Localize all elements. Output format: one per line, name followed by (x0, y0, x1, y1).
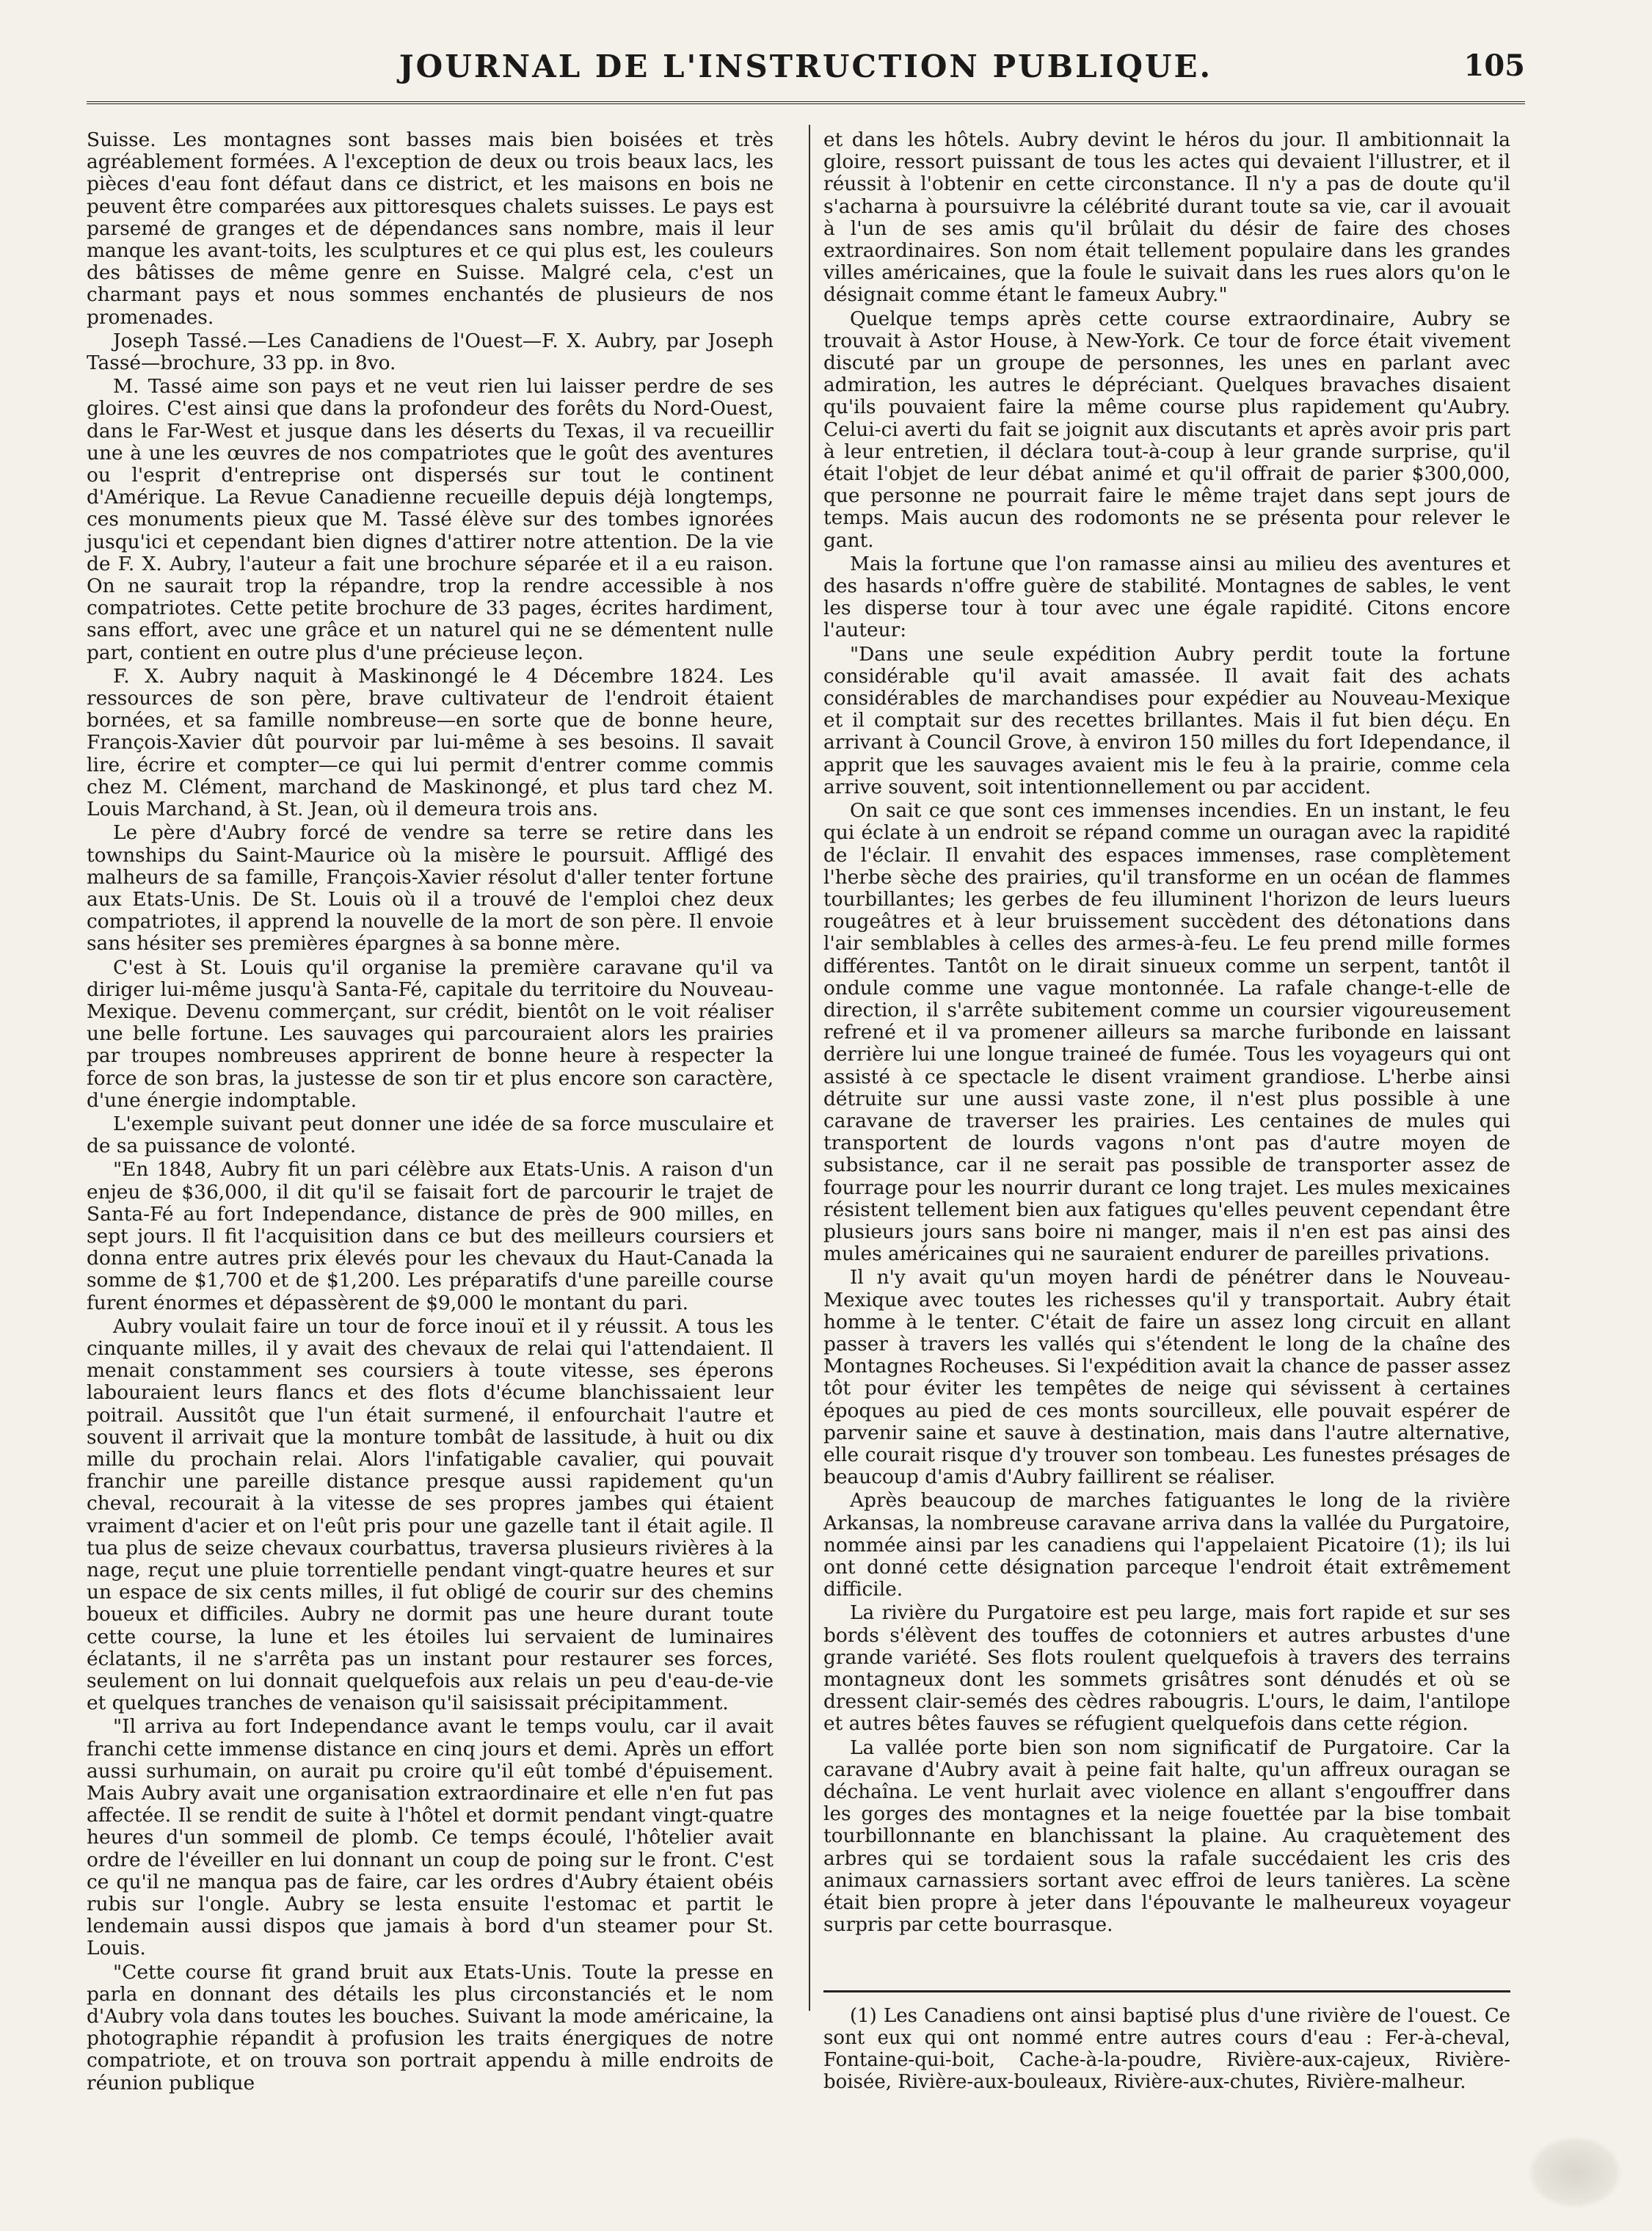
footnote (823, 2005, 1510, 2093)
paragraph: La rivière du Purgatoire est peu large, mais fort rapide et sur ses bords s'élèvent des touffes de cotonniers et autres arbustes d'une grande variété. Ses flots roulent quelquefois à travers des terrains montagneux dont les sommets grisâtres sont dénudés et où se dressent clair-semés des cèdres rabougris. L'ours, le daim, l'antilope et autres bêtes fauves se réfugient quelquefois dans cette région. (823, 1601, 1510, 1736)
paragraph: "Dans une seule expédition Aubry perdit toute la fortune considérable qu'il avait amassée. Il avait fait des achats considérables de marchandises pour expédier au Nouveau-Mexique et il comptait sur des recettes brillantes. Mais il fut bien déçu. En arrivant à Council Grove, à environ 150 milles du fort Idependance, il apprit que les sauvages avaient mis le feu à la prairie, comme cela arrive souvent, soit intentionnellement ou par accident. (823, 642, 1510, 798)
paragraph: Joseph Tassé.—Les Canadiens de l'Ouest—F. X. Aubry, par Joseph Tassé—brochure, 33 pp. in 8vo. (87, 329, 774, 375)
paragraph: Mais la fortune que l'on ramasse ainsi au milieu des aventures et des hasards n'offre guère de stabilité. Montagnes de sables, le vent les disperse tour à tour avec une égale rapidité. Citons encore l'auteur: (823, 552, 1510, 642)
footnote-text: (1) Les Canadiens ont ainsi baptisé plus d'une rivière de l'ouest. Ce sont eux qui ont nommé entre autres cours d'eau : Fer-à-cheval, Fontaine-qui-boit, Cache-à-la-poudre, Rivière-aux-cajeux, Rivière-boisée, Rivière-aux-bouleaux, Rivière-aux-chutes, Rivière-malheur. (823, 2005, 1510, 2093)
paragraph: et dans les hôtels. Aubry devint le héros du jour. Il ambitionnait la gloire, ressort puissant de tous les actes qui devaient l'illustrer, et il réussit à l'obtenir en cette circonstance. Il n'y a pas de doute qu'il s'acharna à poursuivre la célébrité durant toute sa vie, car il avouait à l'un de ses amis qu'il brûlait du désir de faire des choses extraordinaires. Son nom était tellement populaire dans les grandes villes américaines, que la foule le suivait dans les rues alors qu'on le désignait comme étant le fameux Aubry." (823, 128, 1510, 307)
paragraph: "En 1848, Aubry fit un pari célèbre aux Etats-Unis. A raison d'un enjeu de $36,000, il dit qu'il se faisait fort de parcourir le trajet de Santa-Fé au fort Independance, distance de près de 900 milles, en sept jours. Il fit l'acquisition dans ce but des meilleurs coursiers et donna entre autres prix élevés pour les chevaux du Haut-Canada la somme de $1,700 et de $1,200. Les préparatifs d'une pareille course furent énormes et dépassèrent de $9,000 le montant du pari. (87, 1158, 774, 1314)
left-column (87, 129, 774, 2094)
paragraph: C'est à St. Louis qu'il organise la première caravane qu'il va diriger lui-même jusqu'à Santa-Fé, capitale du territoire du Nouveau-Mexique. Devenu commerçant, sur crédit, bientôt on le voit réaliser une belle fortune. Les sauvages qui parcouraient alors les prairies par troupes nombreuses apprirent de bonne heure à respecter la force de son bras, la justesse de son tir et plus encore son caractère, d'une énergie indomptable. (87, 956, 774, 1112)
paragraph: On sait ce que sont ces immenses incendies. En un instant, le feu qui éclate à un endroit se répand comme un ouragan avec la rapidité de l'éclair. Il envahit des espaces immenses, rase complètement l'herbe sèche des prairies, qu'il transforme en un océan de flammes tourbillantes; les gerbes de feu illuminent l'horizon de leurs lueurs rougeâtres et à leur bruissement succèdent des détonations dans l'air semblables à celles des armes-à-feu. Le feu prend mille formes différentes. Tantôt on le dirait sinueux comme un serpent, tantôt il ondule comme une vague montonnée. La rafale change-t-elle de direction, il s'arrête subitement comme un coursier vigoureusement refrené et il va promener ailleurs sa marche furibonde en laissant derrière lui une longue traineé de fumée. Tous les voyageurs qui ont assisté à ce spectacle le disent vraiment grandiose. L'herbe ainsi détruite sur une aussi vaste zone, il n'est plus possible à une caravane de traverser les prairies. Les centaines de mules qui transportent de lourds vagons n'ont pas d'autre moyen de subsistance, car il ne serait pas possible de transporter assez de fourrage pour les nourrir durant ce long trajet. Les mules mexicaines résistent tellement bien aux fatigues qu'elles peuvent cependant être plusieurs jours sans boire ni manger, mais il n'en est pas ainsi des mules américaines qui ne sauraient endurer de pareilles privations. (823, 799, 1510, 1266)
paragraph: Quelque temps après cette course extraordinaire, Aubry se trouvait à Astor House, à New-York. Ce tour de force était vivement discuté par un groupe de personnes, les unes en parlant avec admiration, les autres le dépréciant. Quelques bravaches disaient qu'ils pouvaient faire la même course plus rapidement qu'Aubry. Celui-ci averti du fait se joignit aux discutants et après avoir pris part à leur entretien, il déclara tout-à-coup à leur grande surprise, qu'il était l'objet de leur débat animé et qu'il offrait de parier $300,000, que personne ne pourrait faire le même trajet dans sept jours de temps. Mais aucun des rodomonts ne se présenta pour relever le gant. (823, 307, 1510, 552)
paragraph: Aubry voulait faire un tour de force inouï et il y réussit. A tous les cinquante milles, il y avait des chevaux de relai qui l'attendaient. Il menait constamment ses coursiers à toute vitesse, ses éperons labouraient leurs flancs et des flots d'écume blanchissaient leur poitrail. Aussitôt que l'un était surmené, il enfourchait l'autre et souvent il arrivait que la monture tombât de lassitude, à huit ou dix mille du prochain relai. Alors l'infatigable cavalier, qui pouvait franchir une pareille distance presque aussi rapidement qu'un cheval, recourait à la vitesse de ses propres jambes qui étaient vraiment d'acier et on l'eût pris pour une gazelle tant il était agile. Il tua plus de seize chevaux courbattus, traversa plusieurs rivières à la nage, reçut une pluie torrentielle pendant vingt-quatre heures et sur un espace de six cents milles, il fut obligé de courir sur des chemins boueux et difficiles. Aubry ne dormit pas une heure durant toute cette course, la lune et les étoiles lui servaient de luminaires éclatants, il ne s'arrêta pas un instant pour restaurer ses forces, seulement on lui donnait quelquefois aux relais un peu d'eau-de-vie et quelques tranches de venaison qu'il saisissait précipitamment. (87, 1314, 774, 1715)
paragraph: F. X. Aubry naquit à Maskinongé le 4 Décembre 1824. Les ressources de son père, brave cultivateur de l'endroit étaient bornées, et sa famille nombreuse—en sorte que de bonne heure, François-Xavier dût pourvoir par lui-même à ses besoins. Il savait lire, écrire et compter—ce qui lui permit d'entrer comme commis chez M. Clément, marchand de Maskinongé, et plus tard chez M. Louis Marchand, à St. Jean, où il demeura trois ans. (87, 664, 774, 821)
paragraph: M. Tassé aime son pays et ne veut rien lui laisser perdre de ses gloires. C'est ainsi que dans la profondeur des forêts du Nord-Ouest, dans le Far-West et jusque dans les déserts du Texas, il va recueillir une à une les œuvres de nos compatriotes que le goût des aventures ou l'esprit d'entreprise ont dispersés sur tout le continent d'Amérique. La Revue Canadienne recueille depuis déjà longtemps, ces monuments pieux que M. Tassé élève sur des tombes ignorées jusqu'ici et cependant bien dignes d'attirer notre attention. De la vie de F. X. Aubry, l'auteur a fait une brochure séparée et il a eu raison. On ne saurait trop la répandre, trop la rendre accessible à nos compatriotes. Cette petite brochure de 33 pages, écrites hardiment, sans effort, avec une grâce et un naturel qui ne se démentent nulle part, contient en outre plus d'une précieuse leçon. (87, 375, 774, 664)
paragraph: "Cette course fit grand bruit aux Etats-Unis. Toute la presse en parla en donnant des détails les plus circonstanciés et le nom d'Aubry vola dans toutes les bouches. Suivant la mode américaine, la photographie répandit à profusion les traits énergiques de notre compatriote, et on trouva son portrait appendu à mille endroits de réunion publique (87, 1960, 774, 2094)
paragraph: Suisse. Les montagnes sont basses mais bien boisées et très agréablement formées. A l'exception de deux ou trois beaux lacs, les pièces d'eau font défaut dans ce district, et les maisons en bois ne peuvent être comparées aux pittoresques chalets suisses. Le pays est parsemé de granges et de dépendances sans nombre, mais il leur manque les avant-toits, les sculptures et ce qui plus est, les couleurs des bâtisses de même genre en Suisse. Malgré cela, c'est un charmant pays et nous sommes enchantés de plusieurs de nos promenades. (87, 128, 774, 329)
header-rule (87, 101, 1525, 104)
right-column (823, 129, 1510, 1936)
paragraph: L'exemple suivant peut donner une idée de sa force musculaire et de sa puissance de volonté. (87, 1112, 774, 1158)
page-number: 105 (1463, 48, 1525, 83)
journal-title: JOURNAL DE L'INSTRUCTION PUBLIQUE. (399, 48, 1213, 84)
page-header (87, 48, 1525, 100)
paragraph: "Il arriva au fort Independance avant le temps voulu, car il avait franchi cette immense distance en cinq jours et demi. Après un effort aussi surhumain, on aurait pu croire qu'il eût tombé d'épuisement. Mais Aubry avait une organisation extraordinaire et elle n'en fut pas affectée. Il se rendit de suite à l'hôtel et dormit pendant vingt-quatre heures d'un sommeil de plomb. Ce temps écoulé, l'hôtelier avait ordre de l'éveiller en lui donnant un coup de poing sur le front. C'est ce qu'il ne manqua pas de faire, car les ordres d'Aubry étaient obéis rubis sur l'ongle. Aubry se lesta ensuite l'estomac et partit le lendemain aussi dispos que jamais à bord d'un steamer pour St. Louis. (87, 1715, 774, 1960)
paragraph: Après beaucoup de marches fatiguantes le long de la rivière Arkansas, la nombreuse caravane arriva dans la vallée du Purgatoire, nommée ainsi par les canadiens qui l'appelaient Picatoire (1); ils lui ont donné cette désignation parceque l'endroit était extrêmement difficile. (823, 1489, 1510, 1601)
column-divider (809, 125, 810, 2011)
library-stamp-mark (1527, 2136, 1623, 2209)
footnote-rule (823, 1990, 1510, 1992)
paragraph: Il n'y avait qu'un moyen hardi de pénétrer dans le Nouveau-Mexique avec toutes les richesses qu'il y transportait. Aubry était homme à le tenter. C'était de faire un assez long circuit en allant passer à travers les vallés qui s'étendent le long de la chaîne des Montagnes Rocheuses. Si l'expédition avait la chance de passer assez tôt pour éviter les tempêtes de neige qui sévissent à certaines époques au pied de ces monts sourcilleux, elle pouvait espérer de parvenir saine et sauve à destination, mais dans l'autre alternative, elle courait risque d'y trouver son tombeau. Les funestes présages de beaucoup d'amis d'Aubry faillirent se réaliser. (823, 1266, 1510, 1489)
paragraph: La vallée porte bien son nom significatif de Purgatoire. Car la caravane d'Aubry avait à peine fait halte, qu'un affreux ouragan se déchaîna. Le vent hurlait avec violence en allant s'engouffrer dans les gorges des montagnes et la neige fouettée par la bise tombait tourbillonnante en blanchissant la plaine. Au craquètement des arbres qui se tordaient sous la rafale succédaient les cris des animaux carnassiers sortant avec effroi de leurs tanières. La scène était bien propre à jeter dans l'épouvante le malheureux voyageur surpris par cette bourrasque. (823, 1736, 1510, 1937)
paragraph: Le père d'Aubry forcé de vendre sa terre se retire dans les townships du Saint-Maurice où la misère le poursuit. Affligé des malheurs de sa famille, François-Xavier résolut d'aller tenter fortune aux Etats-Unis. De St. Louis où il a trouvé de l'emploi chez deux compatriotes, il apprend la nouvelle de la mort de son père. Il envoie sans hésiter ses premières épargnes à sa bonne mère. (87, 821, 774, 956)
